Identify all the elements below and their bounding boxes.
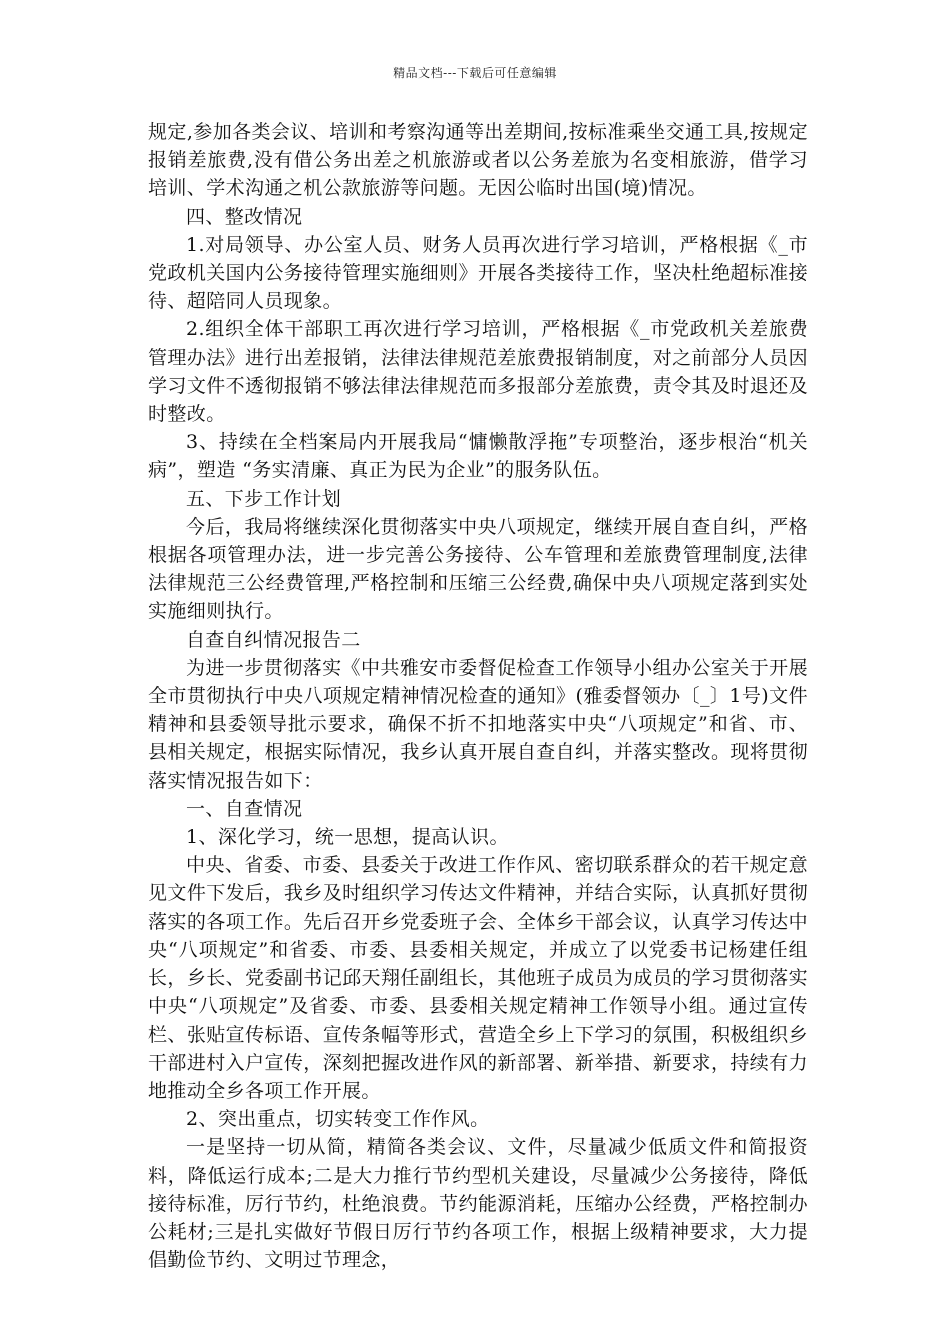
paragraph-next-steps: 今后，我局将继续深化贯彻落实中央八项规定，继续开展自查自纠，严格根据各项管理办法，进一步完善公务接待、公车管理和差旅费管理制度,法律法律规范三公经费管理,严格控制和压缩三公经费,确保中央八项规定落到实处实施细则执行。 [148, 515, 808, 623]
paragraph-rectification-1: 1.对局领导、办公室人员、财务人员再次进行学习培训，严格根据《_市党政机关国内公务接待管理实施细则》开展各类接待工作，坚决杜绝超标准接待、超陪同人员现象。 [148, 233, 808, 313]
section-heading-next-steps: 五、下步工作计划 [186, 487, 342, 510]
page-header: 精品文档---下载后可任意编辑 [393, 66, 557, 80]
paragraph-rectification-3: 3、持续在全档案局内开展我局“慵懒散浮拖”专项整治，逐步根治“机关病”，塑造 “务实清廉、真正为民为企业”的服务队伍。 [148, 431, 808, 482]
document-body [148, 118, 808, 1274]
paragraph-continued-travel-rules: 规定,参加各类会议、培训和考察沟通等出差期间,按标准乘坐交通工具,按规定报销差旅费,没有借公务出差之机旅游或者以公务差旅为名变相旅游，借学习培训、学术沟通之机公款旅游等问题。无因公临时出国(境)情况。 [148, 121, 808, 200]
paragraph-report-two-intro: 为进一步贯彻落实《中共雅安市委督促检查工作领导小组办公室关于开展全市贯彻执行中央八项规定精神情况检查的通知》(雅委督领办〔_〕1号)文件精神和县委领导批示要求，确保不折不扣地落实中央“八项规定”和省、市、县相关规定，根据实际情况，我乡认真开展自查自纠，并落实整改。现将贯彻落实情况报告如下： [148, 656, 808, 792]
paragraph-work-style: 一是坚持一切从简，精简各类会议、文件，尽量减少低质文件和简报资料，降低运行成本;二是大力推行节约型机关建设，尽量减少公务接待，降低接待标准，厉行节约，杜绝浪费。节约能源消耗，压缩办公经费，严格控制办公耗材;三是扎实做好节假日厉行节约各项工作，根据上级精神要求，大力提倡勤俭节约、文明过节理念， [148, 1136, 808, 1272]
subheading-study: 1、深化学习，统一思想，提高认识。 [186, 826, 509, 849]
paragraph-rectification-2: 2.组织全体干部职工再次进行学习培训，严格根据《_市党政机关差旅费管理办法》进行出差报销，法律法律规范差旅费报销制度，对之前部分人员因学习文件不透彻报销不够法律法律规范而多报部分差旅费，责令其及时退还及时整改。 [148, 318, 808, 426]
report-two-title: 自查自纠情况报告二 [186, 628, 361, 651]
section-heading-self-inspection: 一、自查情况 [186, 797, 303, 820]
paragraph-study: 中央、省委、市委、县委关于改进工作作风、密切联系群众的若干规定意见文件下发后，我乡及时组织学习传达文件精神，并结合实际，认真抓好贯彻落实的各项工作。先后召开乡党委班子会、全体乡干部会议，认真学习传达中央“八项规定”和省委、市委、县委相关规定，并成立了以党委书记杨建任组长，乡长、党委副书记邱天翔任副组长，其他班子成员为成员的学习贯彻落实中央“八项规定”及省委、市委、县委相关规定精神工作领导小组。通过宣传栏、张贴宣传标语、宣传条幅等形式，营造全乡上下学习的氛围，积极组织乡干部进村入户宣传，深刻把握改进作风的新部署、新举措、新要求，持续有力地推动全乡各项工作开展。 [148, 854, 808, 1102]
section-heading-rectification: 四、整改情况 [186, 205, 303, 228]
subheading-work-style: 2、突出重点，切实转变工作作风。 [186, 1108, 490, 1131]
